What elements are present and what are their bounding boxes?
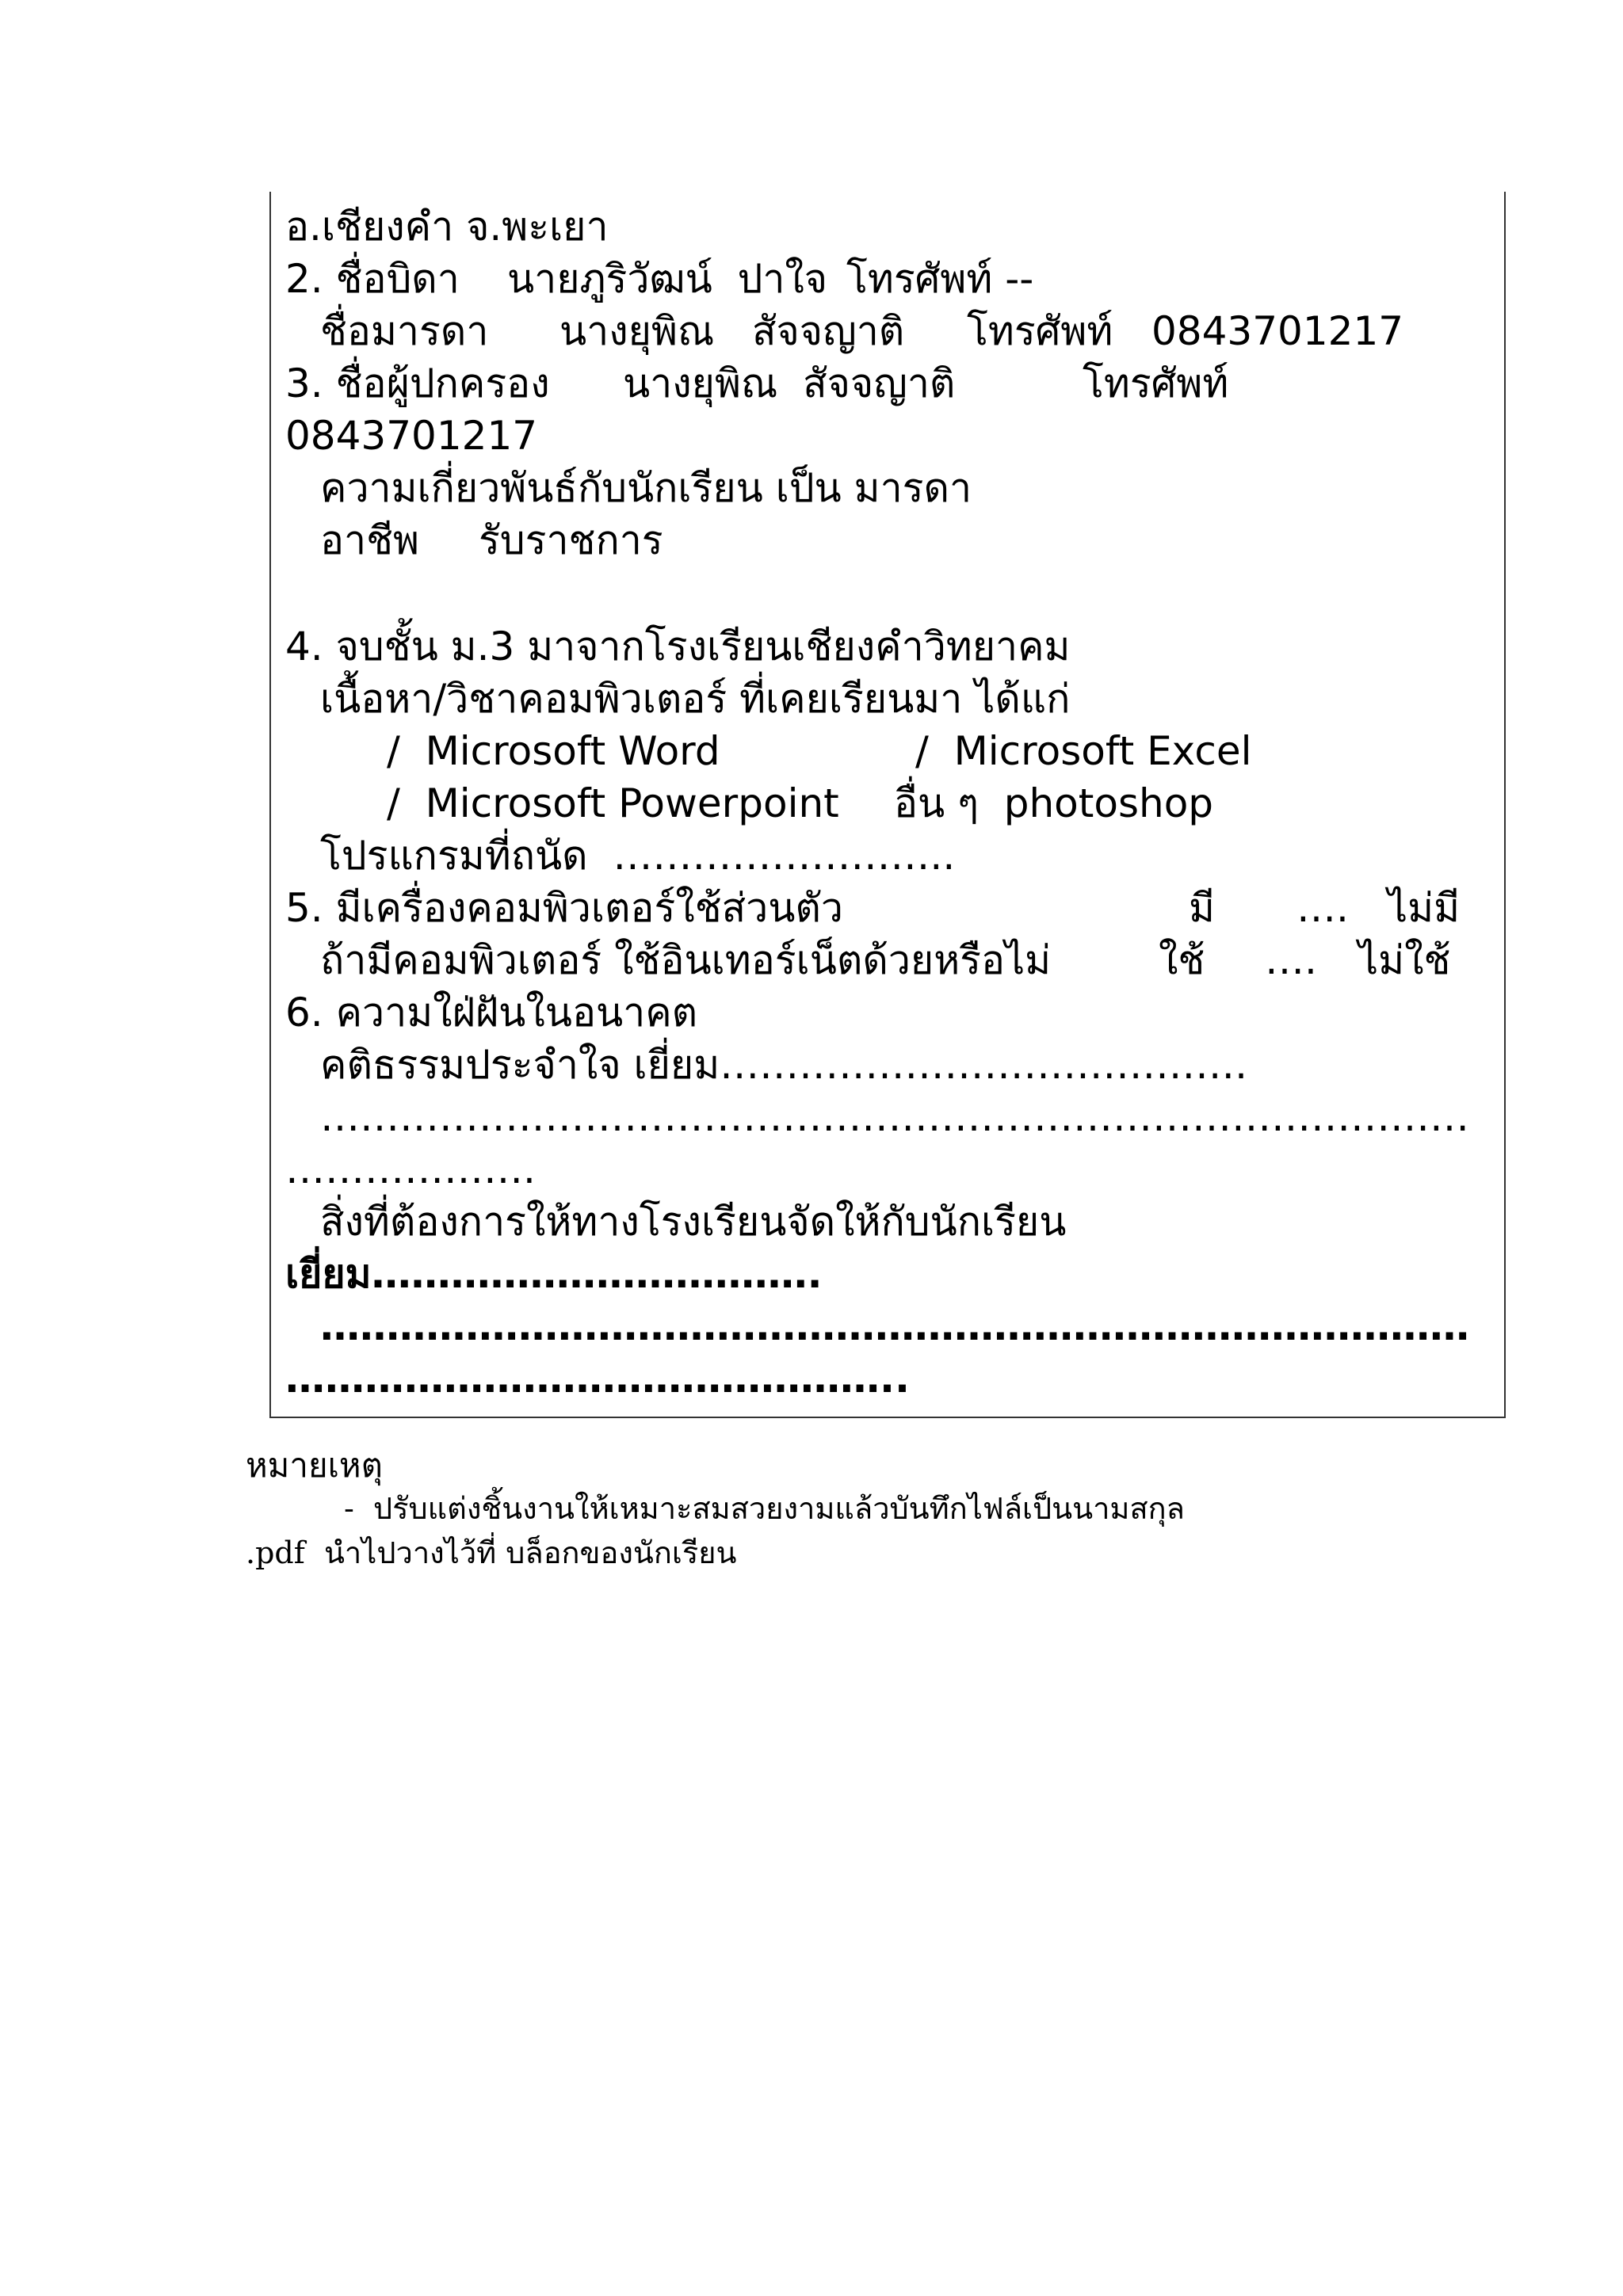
internet-yes: ใช้ [1159, 937, 1205, 983]
mother-label: ชื่อมารดา [320, 308, 489, 354]
father-name: นายภูริวัฒน์ ปาใจ [507, 256, 828, 302]
wish-heading: สิ่งที่ต้องการให้ทางโรงเรียนจัดให้กับนักเรียน [320, 1199, 1067, 1245]
guardian-name: นางยุพิณ สัจจญาติ [623, 360, 956, 406]
course-powerpoint: / Microsoft Powerpoint [387, 780, 839, 826]
course-excel: / Microsoft Excel [915, 728, 1252, 774]
computer-no: ไม่มี [1388, 885, 1461, 931]
courses-heading: เนื้อหา/วิชาคอมพิวเตอร์ ที่เคยเรียนมา ได้แก่ [320, 676, 1071, 722]
mother-phone-label: โทรศัพท์ [967, 308, 1113, 354]
guardian-phone: 0843701217 [285, 413, 538, 459]
course-other: อื่น ๆ photoshop [894, 780, 1214, 826]
wish-line: เยี่ยม……………………………. [285, 1251, 823, 1297]
internet-dots: …. [1265, 937, 1317, 983]
guardian-phone-label: โทรศัพท์ [1083, 360, 1229, 406]
course-word: / Microsoft Word [387, 728, 720, 774]
computer-yes: มี [1189, 885, 1215, 931]
mother-name: นางยุพิณ สัจจญาติ [559, 308, 905, 354]
father-phone: โทรศัพท์ -- [846, 256, 1034, 302]
guardian-label: 3. ชื่อผู้ปกครอง [285, 360, 550, 406]
wish-dots-2: ……………………………………….. [285, 1356, 910, 1402]
father-label: 2. ชื่อบิดา [285, 256, 460, 302]
motto-dots-1: …………………………………………………………………………… [320, 1094, 1469, 1140]
internet-question: ถ้ามีคอมพิวเตอร์ ใช้อินเทอร์เน็ตด้วยหรือไม่ [320, 937, 1052, 983]
wish-dots-1: …………………………………………………………………………… [320, 1303, 1469, 1349]
note-line-2: .pdf นำไปวางไว้ที่ บล็อกของนักเรียน [246, 1535, 737, 1570]
note-heading: หมายเหตุ [246, 1446, 383, 1485]
mother-phone: 0843701217 [1151, 308, 1404, 354]
education-line: 4. จบชั้น ม.3 มาจากโรงเรียนเชียงคำวิทยาคม [285, 624, 1071, 669]
internet-no: ไม่ใช้ [1358, 937, 1451, 983]
computer-dots: …. [1296, 885, 1349, 931]
guardian-occupation: รับราชการ [479, 517, 663, 563]
motto-dots-2: ………………. [285, 1146, 536, 1192]
motto-line: คติธรรมประจำใจ เยี่ยม…………………………………. [320, 1042, 1248, 1088]
guardian-relation: ความเกี่ยวพันธ์กับนักเรียน เป็น มารดา [320, 465, 972, 511]
note-line-1: - ปรับแต่งชิ้นงานให้เหมาะสมสวยงามแล้วบันทึกไฟล์เป็นนามสกุล [344, 1491, 1185, 1526]
guardian-occupation-label: อาชีพ [320, 517, 419, 563]
district-province-line: อ.เชียงคำ จ.พะเยา [285, 204, 609, 250]
future-heading: 6. ความใฝ่ฝันในอนาคต [285, 990, 698, 1035]
skilled-program: โปรแกรมที่ถนัด …………………….. [320, 833, 956, 879]
computer-question: 5. มีเครื่องคอมพิวเตอร์ใช้ส่วนตัว [285, 885, 843, 931]
